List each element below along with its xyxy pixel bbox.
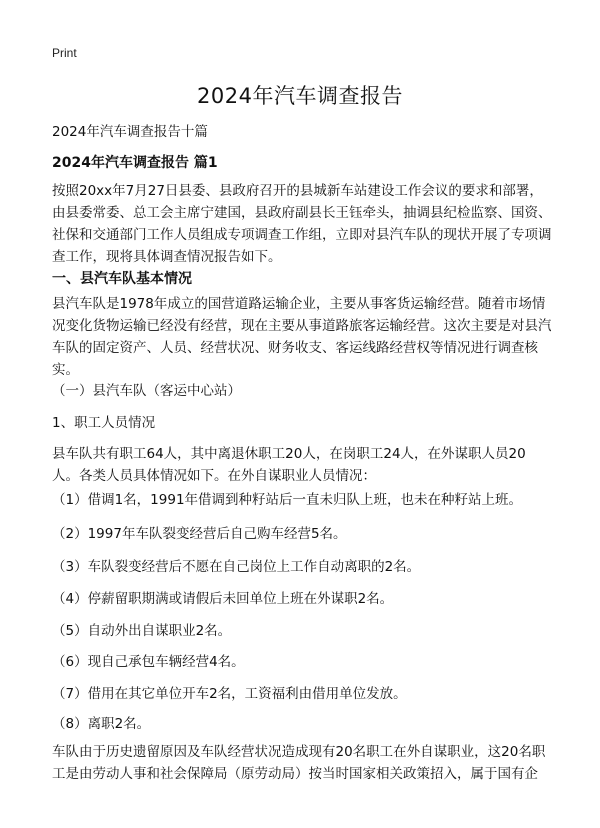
closing-paragraph: 车队由于历史遗留原因及车队经营状况造成现有20名职工在外自谋职业，这20名职工是由劳动人事和社会保障局（原劳动局）按当时国家相关政策招入，属于国有企 [52, 744, 546, 782]
document-subtitle: 2024年汽车调查报告十篇 [52, 124, 208, 140]
document-title: 2024年汽车调查报告 [197, 84, 403, 108]
list-item: （6）现自己承包车辆经营4名。 [52, 654, 245, 670]
list-item: （2）1997年车队裂变经营后自己购车经营5名。 [52, 526, 347, 542]
list-item: （4）停薪留职期满或请假后未回单位上班在外谋职2名。 [52, 591, 394, 607]
print-link[interactable]: Print [52, 46, 77, 60]
list-item: （5）自动外出自谋职业2名。 [52, 623, 232, 639]
subsection-item: 1、职工人员情况 [52, 415, 156, 431]
intro-paragraph: 按照20xx年7月27日县委、县政府召开的县城新车站建设工作会议的要求和部署，由县委常委、总工会主席宁建国，县政府副县长王钰牵头，抽调县纪检监察、国资、社保和交通部门工作人员组成专项调查工作组，立即对县汽车队的现状开展了专项调查工作，现将具体调查情况报告如下。 [52, 183, 552, 265]
list-item: （8）离职2名。 [52, 716, 151, 732]
list-item: （7）借用在其它单位开车2名，工资福利由借用单位发放。 [52, 686, 407, 702]
section-heading: 一、县汽车队基本情况 [52, 271, 192, 287]
staff-paragraph: 县车队共有职工64人，其中离退休职工20人，在岗职工24人，在外谋职人员20人。各类人员具体情况如下。在外自谋职业人员情况： [52, 446, 526, 484]
report-heading: 2024年汽车调查报告 篇1 [52, 155, 218, 171]
list-item: （1）借调1名，1991年借调到种籽站后一直未归队上班，也未在种籽站上班。 [52, 492, 523, 508]
subsection-heading: （一）县汽车队（客运中心站） [52, 383, 241, 399]
section-paragraph: 县汽车队是1978年成立的国营道路运输企业，主要从事客货运输经营。随着市场情况变化货物运输已经没有经营，现在主要从事道路旅客运输经营。这次主要是对县汽车队的固定资产、人员、经营状况、财务收支、客运线路经营权等情况进行调查核实。 [52, 296, 552, 378]
list-item: （3）车队裂变经营后不愿在自己岗位上工作自动离职的2名。 [52, 559, 421, 575]
